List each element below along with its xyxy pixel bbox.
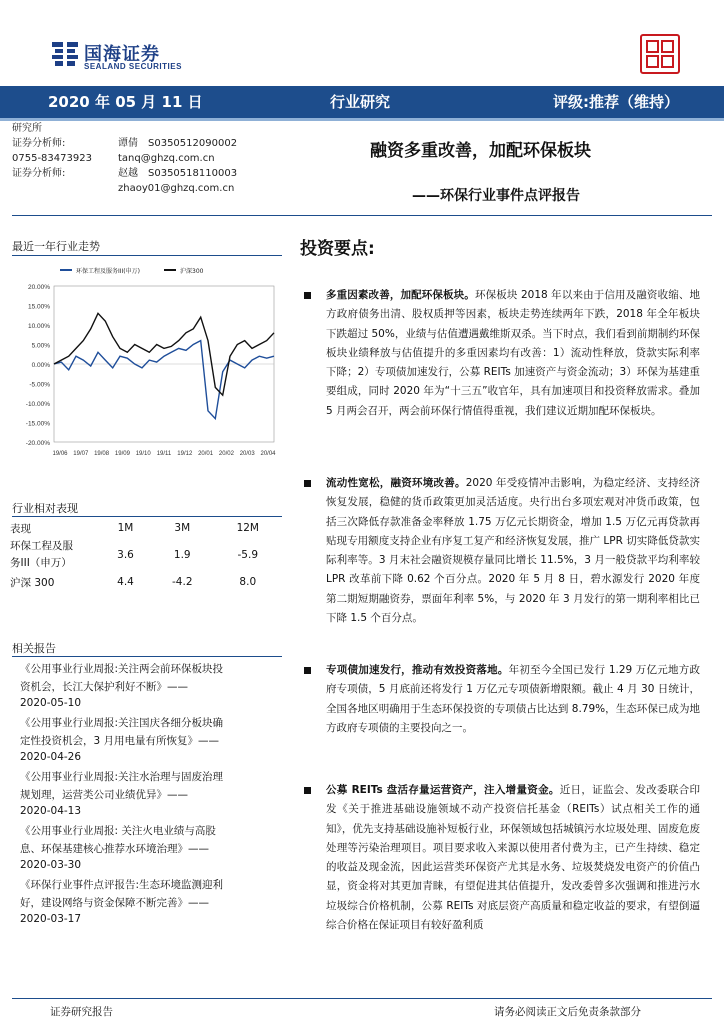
related-report-line: 资机会，长江大保护利好不断》—— bbox=[20, 681, 188, 693]
related-report-line: 规划理，运营类公司业绩优异》—— bbox=[20, 789, 188, 801]
y-tick-label: 10.00% bbox=[27, 323, 50, 330]
analyst-email-2[interactable]: zhaoy01@ghzq.com.cn bbox=[118, 183, 235, 194]
key-point-3 bbox=[326, 661, 700, 738]
key-points-title: 投资要点: bbox=[300, 239, 375, 259]
table-cell: 8.0 bbox=[239, 576, 257, 588]
seal-stamp-icon bbox=[640, 34, 680, 74]
key-point-4-body: 近日，证监会、发改委联合印发《关于推进基础设施领域不动产投资信托基金（REITs）试点相关工作的通知》，优先支持基础设施补短板行业，环保领域包括城镇污水垃圾处理、固废危废处理等污染治理项目。项目要求收入来源以使用者付费为主，已产生持续、稳定的收益及现金流，因此运营类环保资产尤其是水务、垃圾焚烧发电资产的价值凸显，资金将对其更加青睐，有望促进其估值提升，发改委曾多次强调和推进污水垃圾综合价格机制，公募 REITs 对底层资产高质量和稳定收益的要求，有望倒逼综合价格在保证项目有较好盈利质 bbox=[326, 784, 700, 932]
table-header-row bbox=[10, 518, 282, 538]
bullet-icon bbox=[304, 292, 311, 299]
divider bbox=[12, 215, 712, 216]
table-cell: 4.4 bbox=[117, 576, 134, 588]
table-cell: 1.9 bbox=[173, 549, 191, 561]
related-report-item[interactable] bbox=[20, 768, 280, 804]
chart-section-title: 最近一年行业走势 bbox=[12, 240, 100, 253]
y-tick-label: -5.00% bbox=[29, 381, 50, 389]
x-tick-label: 20/04 bbox=[260, 451, 276, 457]
trend-chart bbox=[12, 260, 282, 470]
related-report-line: 《公用事业行业周报:关注水治理与固废治理 bbox=[20, 771, 224, 783]
x-tick-label: 19/12 bbox=[177, 451, 193, 457]
table-row-label: 沪深 300 bbox=[10, 576, 55, 589]
table-header-cell: 1M bbox=[117, 522, 134, 534]
related-report-date: 2020-05-10 bbox=[20, 697, 82, 709]
brand-name-en: SEALAND SECURITIES bbox=[84, 62, 182, 71]
report-title: 融资多重改善，加配环保板块 bbox=[370, 141, 591, 161]
related-report-item[interactable] bbox=[20, 714, 280, 750]
sealand-logo-icon bbox=[52, 40, 78, 68]
report-subtitle: ——环保行业事件点评报告 bbox=[412, 188, 580, 204]
table-header-cell: 3M bbox=[174, 522, 191, 534]
related-report-date: 2020-03-17 bbox=[20, 913, 82, 925]
related-report-line: 《公用事业行业周报:关注两会前环保板块投 bbox=[20, 663, 224, 675]
bullet-icon bbox=[304, 667, 311, 674]
related-report-line: 定性投资机会，3 月用电量有所恢复》—— bbox=[20, 735, 220, 747]
series-line-hs300 bbox=[54, 313, 274, 395]
related-report-item[interactable] bbox=[20, 660, 280, 696]
related-report-line: 《公用事业行业周报:关注国庆各细分板块确 bbox=[20, 717, 224, 729]
chart-title-underline bbox=[12, 255, 282, 256]
performance-title: 行业相对表现 bbox=[12, 502, 78, 515]
y-tick-label: -10.00% bbox=[25, 401, 50, 408]
analyst-email-1[interactable]: tanq@ghzq.com.cn bbox=[118, 153, 215, 164]
table-row bbox=[10, 538, 282, 572]
report-rating: 评级:推荐（维持） bbox=[553, 93, 679, 111]
key-point-3-body: 年初至今全国已发行 1.29 万亿元地方政府专项债，5 月底前还将发行 1 万亿元专项债新增限额。截止 4 月 30 日统计，全国各地区明确用于生态环保投资的专项债占比达到 8.79%，生态环保已成为地方政府专项债的主要投向之一。 bbox=[326, 664, 700, 734]
bullet-icon bbox=[304, 480, 311, 487]
x-tick-label: 20/01 bbox=[198, 451, 214, 457]
related-report-date: 2020-03-30 bbox=[20, 859, 82, 871]
table-cell: -4.2 bbox=[172, 576, 193, 588]
key-point-2-heading: 流动性宽松，融资环境改善。 bbox=[326, 477, 466, 489]
footer-disclaimer: 请务必阅读正文后免责条款部分 bbox=[494, 1006, 641, 1018]
y-tick-label: -20.00% bbox=[25, 440, 50, 447]
table-header-cell: 12M bbox=[236, 522, 259, 534]
header-bar-underline bbox=[0, 118, 724, 121]
key-point-1-body: 环保板块 2018 年以来由于信用及融资收缩、地方政府债务出清、股权质押等因素，板块走势连续两年下跌，2018 年全年板块下跌超过 50%，业绩与估值遭遇戴维斯双杀。当下时点，我们看到前期制约环保板块业绩释放与估值提升的多重因素均有改善：1）流动性释放，贷款实际利率下降；2）专项债加速发行，公募 REITs 加速资产与资金流动；3）环保为基建重要组成，同时 2020 年为“十三五”收官年，具有加速项目和投资释放需求。叠加 5 月两会召开，两会前环保行情值得重视，我们建议近期加配环保板块。 bbox=[326, 289, 700, 417]
x-tick-label: 20/02 bbox=[218, 451, 234, 457]
key-point-4 bbox=[326, 781, 700, 935]
performance-table bbox=[10, 518, 282, 592]
key-point-2 bbox=[326, 474, 700, 628]
y-tick-label: 20.00% bbox=[27, 284, 50, 291]
table-header-cell: 表现 bbox=[10, 522, 31, 535]
related-report-date: 2020-04-26 bbox=[20, 751, 82, 763]
x-tick-label: 20/03 bbox=[239, 451, 255, 457]
table-cell: -5.9 bbox=[237, 549, 259, 561]
x-tick-label: 19/06 bbox=[52, 451, 68, 457]
brand-name-cn: 国海证券 bbox=[84, 44, 160, 65]
analyst-name-1: 谭倩 bbox=[118, 138, 138, 149]
table-cell: 3.6 bbox=[117, 549, 134, 561]
related-report-line: 《公用事业行业周报: 关注火电业绩与高股 bbox=[20, 825, 216, 837]
key-point-1 bbox=[326, 286, 700, 421]
analyst-name-2: 赵越 bbox=[118, 168, 138, 179]
y-tick-label: 15.00% bbox=[27, 303, 50, 311]
analyst-id-2: S0350518110003 bbox=[148, 168, 238, 179]
legend-label: 沪深300 bbox=[180, 268, 204, 275]
related-title-underline bbox=[12, 656, 282, 657]
related-report-line: 《环保行业事件点评报告:生态环境监测迎利 bbox=[20, 879, 224, 891]
analyst-id-1: S0350512090002 bbox=[148, 138, 238, 149]
row-label-line: 务III（申万） bbox=[10, 557, 72, 569]
report-date: 2020 年 05 月 11 日 bbox=[48, 93, 203, 111]
y-tick-label: 0.00% bbox=[31, 362, 50, 369]
analyst-label-2: 证券分析师: bbox=[12, 168, 66, 179]
y-tick-label: -15.00% bbox=[25, 420, 50, 428]
research-dept: 研究所 bbox=[12, 123, 42, 134]
related-title: 相关报告 bbox=[12, 642, 56, 655]
series-line-industry bbox=[54, 341, 274, 419]
key-point-1-heading: 多重因素改善，加配环保板块。 bbox=[326, 289, 475, 301]
footer-left: 证券研究报告 bbox=[50, 1006, 113, 1018]
analyst-phone: 0755-83473923 bbox=[12, 153, 92, 164]
related-report-date: 2020-04-13 bbox=[20, 805, 82, 817]
y-tick-label: 5.00% bbox=[31, 342, 50, 350]
analyst-label-1: 证券分析师: bbox=[12, 138, 66, 149]
key-point-4-heading: 公募 REITs 盘活存量运营资产，注入增量资金。 bbox=[326, 784, 560, 796]
related-report-item[interactable] bbox=[20, 822, 280, 858]
x-tick-label: 19/11 bbox=[156, 451, 172, 457]
performance-title-underline bbox=[12, 516, 282, 517]
key-point-2-body: 2020 年受疫情冲击影响，为稳定经济、支持经济恢复发展，稳健的货币政策更加灵活适度。央行出台多项宏观对冲货币政策，包括三次降低存款准备金率释放 1.75 万亿元长期资金，增加 1.5 万亿元再贷款再贴现专用额度支持企业有序复工复产和经济恢复发展，推广 LPR 切实降低贷款实际利率等。3 月末社会融资规模存量同比增长 11.5%，3 月一般贷款平均利率较 LPR 改革前下降 0.62 个百分点。2020 年 5 月 8 日，碧水源发行 2020 年度第二期短期融资券，票面年利率 5%，与 2020 年 3 月发行的第一期利率相比已下降 1.5 个百分点。 bbox=[326, 477, 701, 625]
table-row bbox=[10, 572, 282, 592]
row-label-line: 环保工程及服 bbox=[10, 540, 73, 552]
x-tick-label: 19/07 bbox=[73, 451, 89, 457]
report-category: 行业研究 bbox=[330, 93, 391, 111]
bullet-icon bbox=[304, 787, 311, 794]
x-tick-label: 19/09 bbox=[114, 451, 130, 457]
related-report-item[interactable] bbox=[20, 876, 280, 912]
key-point-3-heading: 专项债加速发行，推动有效投资落地。 bbox=[326, 664, 509, 676]
legend-label: 环保工程及服务III(申万) bbox=[76, 268, 140, 275]
table-row-label bbox=[10, 538, 100, 572]
x-tick-label: 19/10 bbox=[135, 451, 151, 457]
x-tick-label: 19/08 bbox=[94, 451, 110, 457]
related-report-line: 息、环保基建核心推荐水环境治理》—— bbox=[20, 843, 209, 855]
related-report-line: 好，建设网络与资金保障不断完善》—— bbox=[20, 897, 209, 909]
footer-divider bbox=[12, 998, 712, 999]
